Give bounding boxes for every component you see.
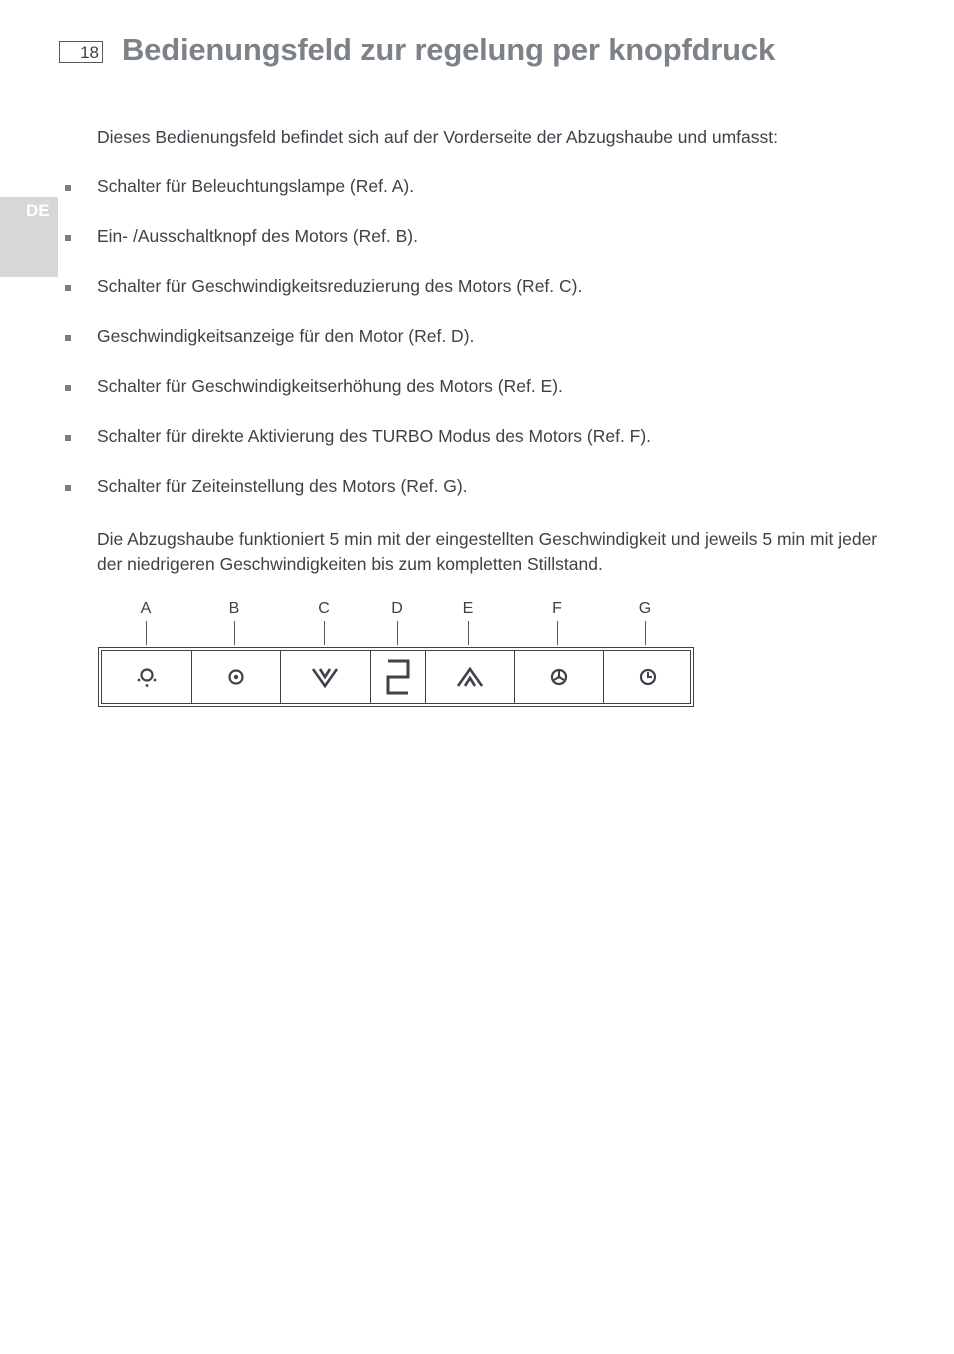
ref-label-f: F <box>552 600 562 617</box>
language-tab-label: DE <box>26 201 50 220</box>
ref-label-b: B <box>228 600 240 617</box>
intro-text: Dieses Bedienungsfeld befindet sich auf der Vorderseite der Abzugshaube und umfasst: <box>97 127 778 147</box>
list-item-text: Schalter für direkte Aktivierung des TURBO Modus des Motors (Ref. F). <box>97 426 652 446</box>
turbo-button[interactable] <box>514 651 604 703</box>
speed-down-icon <box>311 666 339 688</box>
page-title: Bedienungsfeld zur regelung per knopfdruck <box>122 32 775 67</box>
speed-up-button[interactable] <box>425 651 515 703</box>
page-number: 18 <box>59 41 103 63</box>
seven-segment-digit <box>385 658 411 696</box>
power-icon <box>226 667 246 687</box>
timer-button[interactable] <box>603 651 692 703</box>
leader-line-b <box>234 621 235 645</box>
control-panel-frame <box>101 650 691 704</box>
bullet-square-icon <box>65 435 71 441</box>
ref-label-g: G <box>638 600 652 617</box>
bullet-square-icon <box>65 285 71 291</box>
list-item-text: Schalter für Zeiteinstellung des Motors (Ref. G). <box>97 476 468 496</box>
language-tab <box>0 197 58 277</box>
light-icon <box>135 665 159 689</box>
list-item-text: Schalter für Beleuchtungslampe (Ref. A). <box>97 176 415 196</box>
control-panel <box>98 647 694 707</box>
bullet-square-icon <box>65 485 71 491</box>
list-item-text: Ein- /Ausschaltknopf des Motors (Ref. B). <box>97 226 418 246</box>
leader-line-a <box>146 621 147 645</box>
list-item-text: Schalter für Geschwindigkeitserhöhung des Motors (Ref. E). <box>97 376 563 396</box>
ref-label-e: E <box>462 600 474 617</box>
timer-note: Die Abzugshaube funktioniert 5 min mit der eingestellten Geschwindigkeit und jeweils 5 min mit jeder der niedrigeren Geschwindigkeiten bis zum kompletten Stillstand. <box>97 529 878 574</box>
leader-line-g <box>645 621 646 645</box>
speed-up-icon <box>456 666 484 688</box>
timer-icon <box>638 667 658 687</box>
light-button[interactable] <box>102 651 192 703</box>
speed-down-button[interactable] <box>280 651 371 703</box>
ref-label-c: C <box>318 600 330 617</box>
bullet-square-icon <box>65 235 71 241</box>
turbo-icon <box>549 667 569 687</box>
list-item-text: Geschwindigkeitsanzeige für den Motor (Ref. D). <box>97 326 475 346</box>
bullet-square-icon <box>65 385 71 391</box>
leader-line-d <box>397 621 398 645</box>
list-item-text: Schalter für Geschwindigkeitsreduzierung des Motors (Ref. C). <box>97 276 583 296</box>
ref-label-a: A <box>140 600 152 617</box>
ref-label-d: D <box>391 600 403 617</box>
speed-display-value: 2 <box>397 682 399 683</box>
power-button[interactable] <box>191 651 281 703</box>
leader-line-c <box>324 621 325 645</box>
leader-line-e <box>468 621 469 645</box>
bullet-square-icon <box>65 335 71 341</box>
speed-display <box>370 651 426 703</box>
bullet-square-icon <box>65 185 71 191</box>
leader-line-f <box>557 621 558 645</box>
